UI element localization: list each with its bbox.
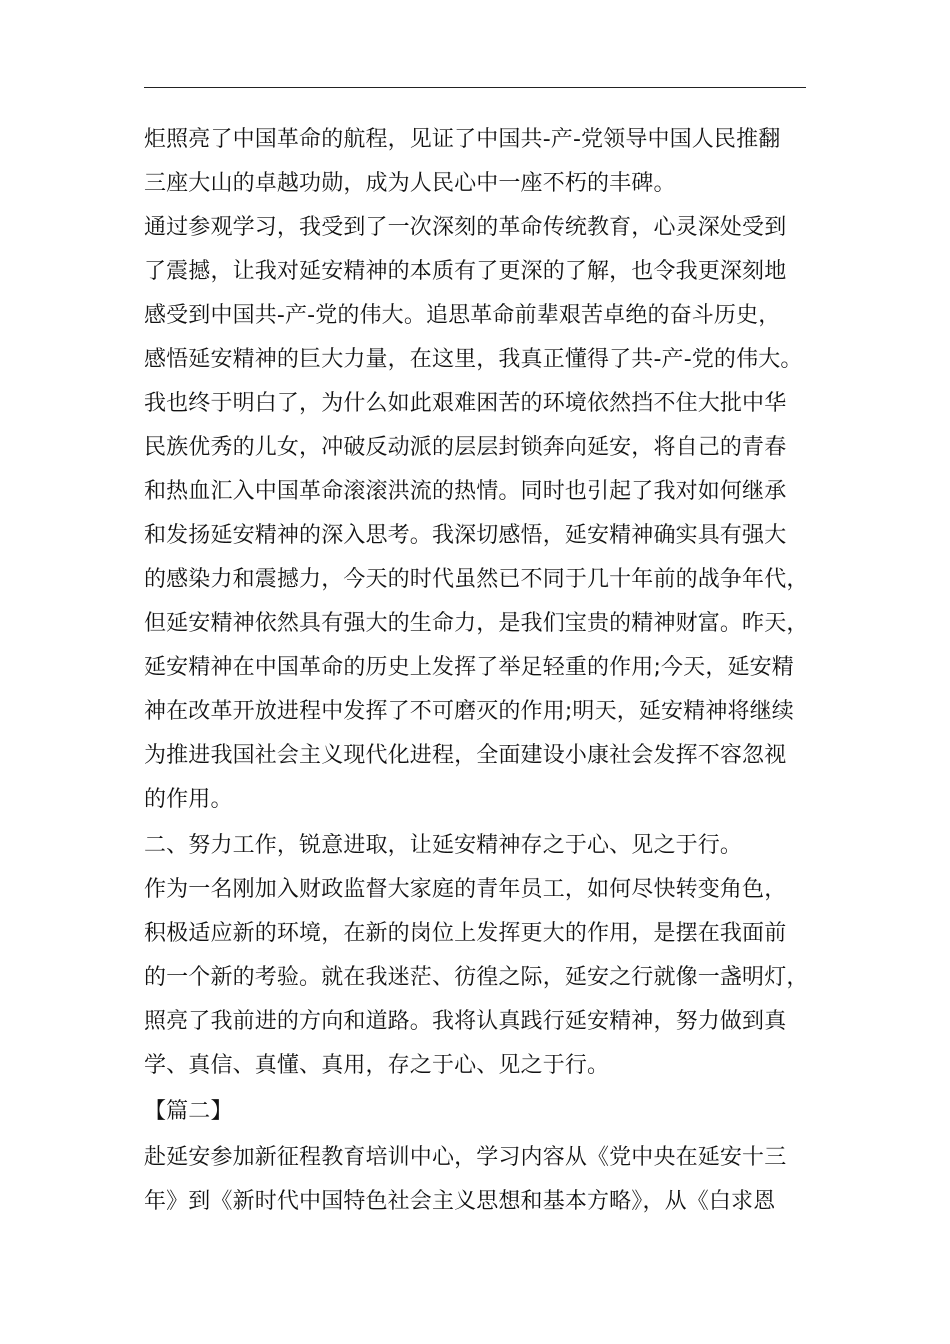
text-line: 神在改革开放进程中发挥了不可磨灭的作用;明天，延安精神将继续 <box>144 699 794 724</box>
text-line: 的感染力和震撼力，今天的时代虽然已不同于几十年前的战争年代， <box>144 567 809 592</box>
text-line: 的作用。 <box>144 787 233 812</box>
text-line: 但延安精神依然具有强大的生命力，是我们宝贵的精神财富。昨天， <box>144 611 809 636</box>
text-line: 的一个新的考验。就在我迷茫、彷徨之际，延安之行就像一盏明灯， <box>144 965 809 990</box>
text-line: 通过参观学习，我受到了一次深刻的革命传统教育，心灵深处受到 <box>144 215 787 240</box>
text-line: 作为一名刚加入财政监督大家庭的青年员工，如何尽快转变角色， <box>144 877 787 902</box>
text-line: 和发扬延安精神的深入思考。我深切感悟，延安精神确实具有强大 <box>144 523 787 548</box>
part-heading: 【篇二】 <box>144 1099 233 1124</box>
text-line: 延安精神在中国革命的历史上发挥了举足轻重的作用;今天，延安精 <box>144 655 794 680</box>
text-line: 炬照亮了中国革命的航程，见证了中国共-产-党领导中国人民推翻 <box>144 127 781 152</box>
text-line: 和热血汇入中国革命滚滚洪流的热情。同时也引起了我对如何继承 <box>144 479 787 504</box>
header-rule <box>144 87 806 88</box>
text-line: 年》到《新时代中国特色社会主义思想和基本方略》，从《白求恩 <box>144 1189 776 1214</box>
text-line: 为推进我国社会主义现代化进程，全面建设小康社会发挥不容忽视 <box>144 743 787 768</box>
text-line: 感受到中国共-产-党的伟大。追思革命前辈艰苦卓绝的奋斗历史， <box>144 303 781 328</box>
text-line: 赴延安参加新征程教育培训中心，学习内容从《党中央在延安十三 <box>144 1145 787 1170</box>
text-line: 了震撼，让我对延安精神的本质有了更深的了解，也令我更深刻地 <box>144 259 787 284</box>
text-line: 民族优秀的儿女，冲破反动派的层层封锁奔向延安，将自己的青春 <box>144 435 787 460</box>
text-line: 我也终于明白了，为什么如此艰难困苦的环境依然挡不住大批中华 <box>144 391 787 416</box>
text-line: 三座大山的卓越功勋，成为人民心中一座不朽的丰碑。 <box>144 171 676 196</box>
text-line: 照亮了我前进的方向和道路。我将认真践行延安精神，努力做到真 <box>144 1009 787 1034</box>
text-line: 感悟延安精神的巨大力量，在这里，我真正懂得了共-产-党的伟大。 <box>144 347 803 372</box>
section-heading: 二、努力工作，锐意进取，让延安精神存之于心、见之于行。 <box>144 833 743 858</box>
text-line: 积极适应新的环境，在新的岗位上发挥更大的作用，是摆在我面前 <box>144 921 787 946</box>
text-line: 学、真信、真懂、真用，存之于心、见之于行。 <box>144 1053 610 1078</box>
